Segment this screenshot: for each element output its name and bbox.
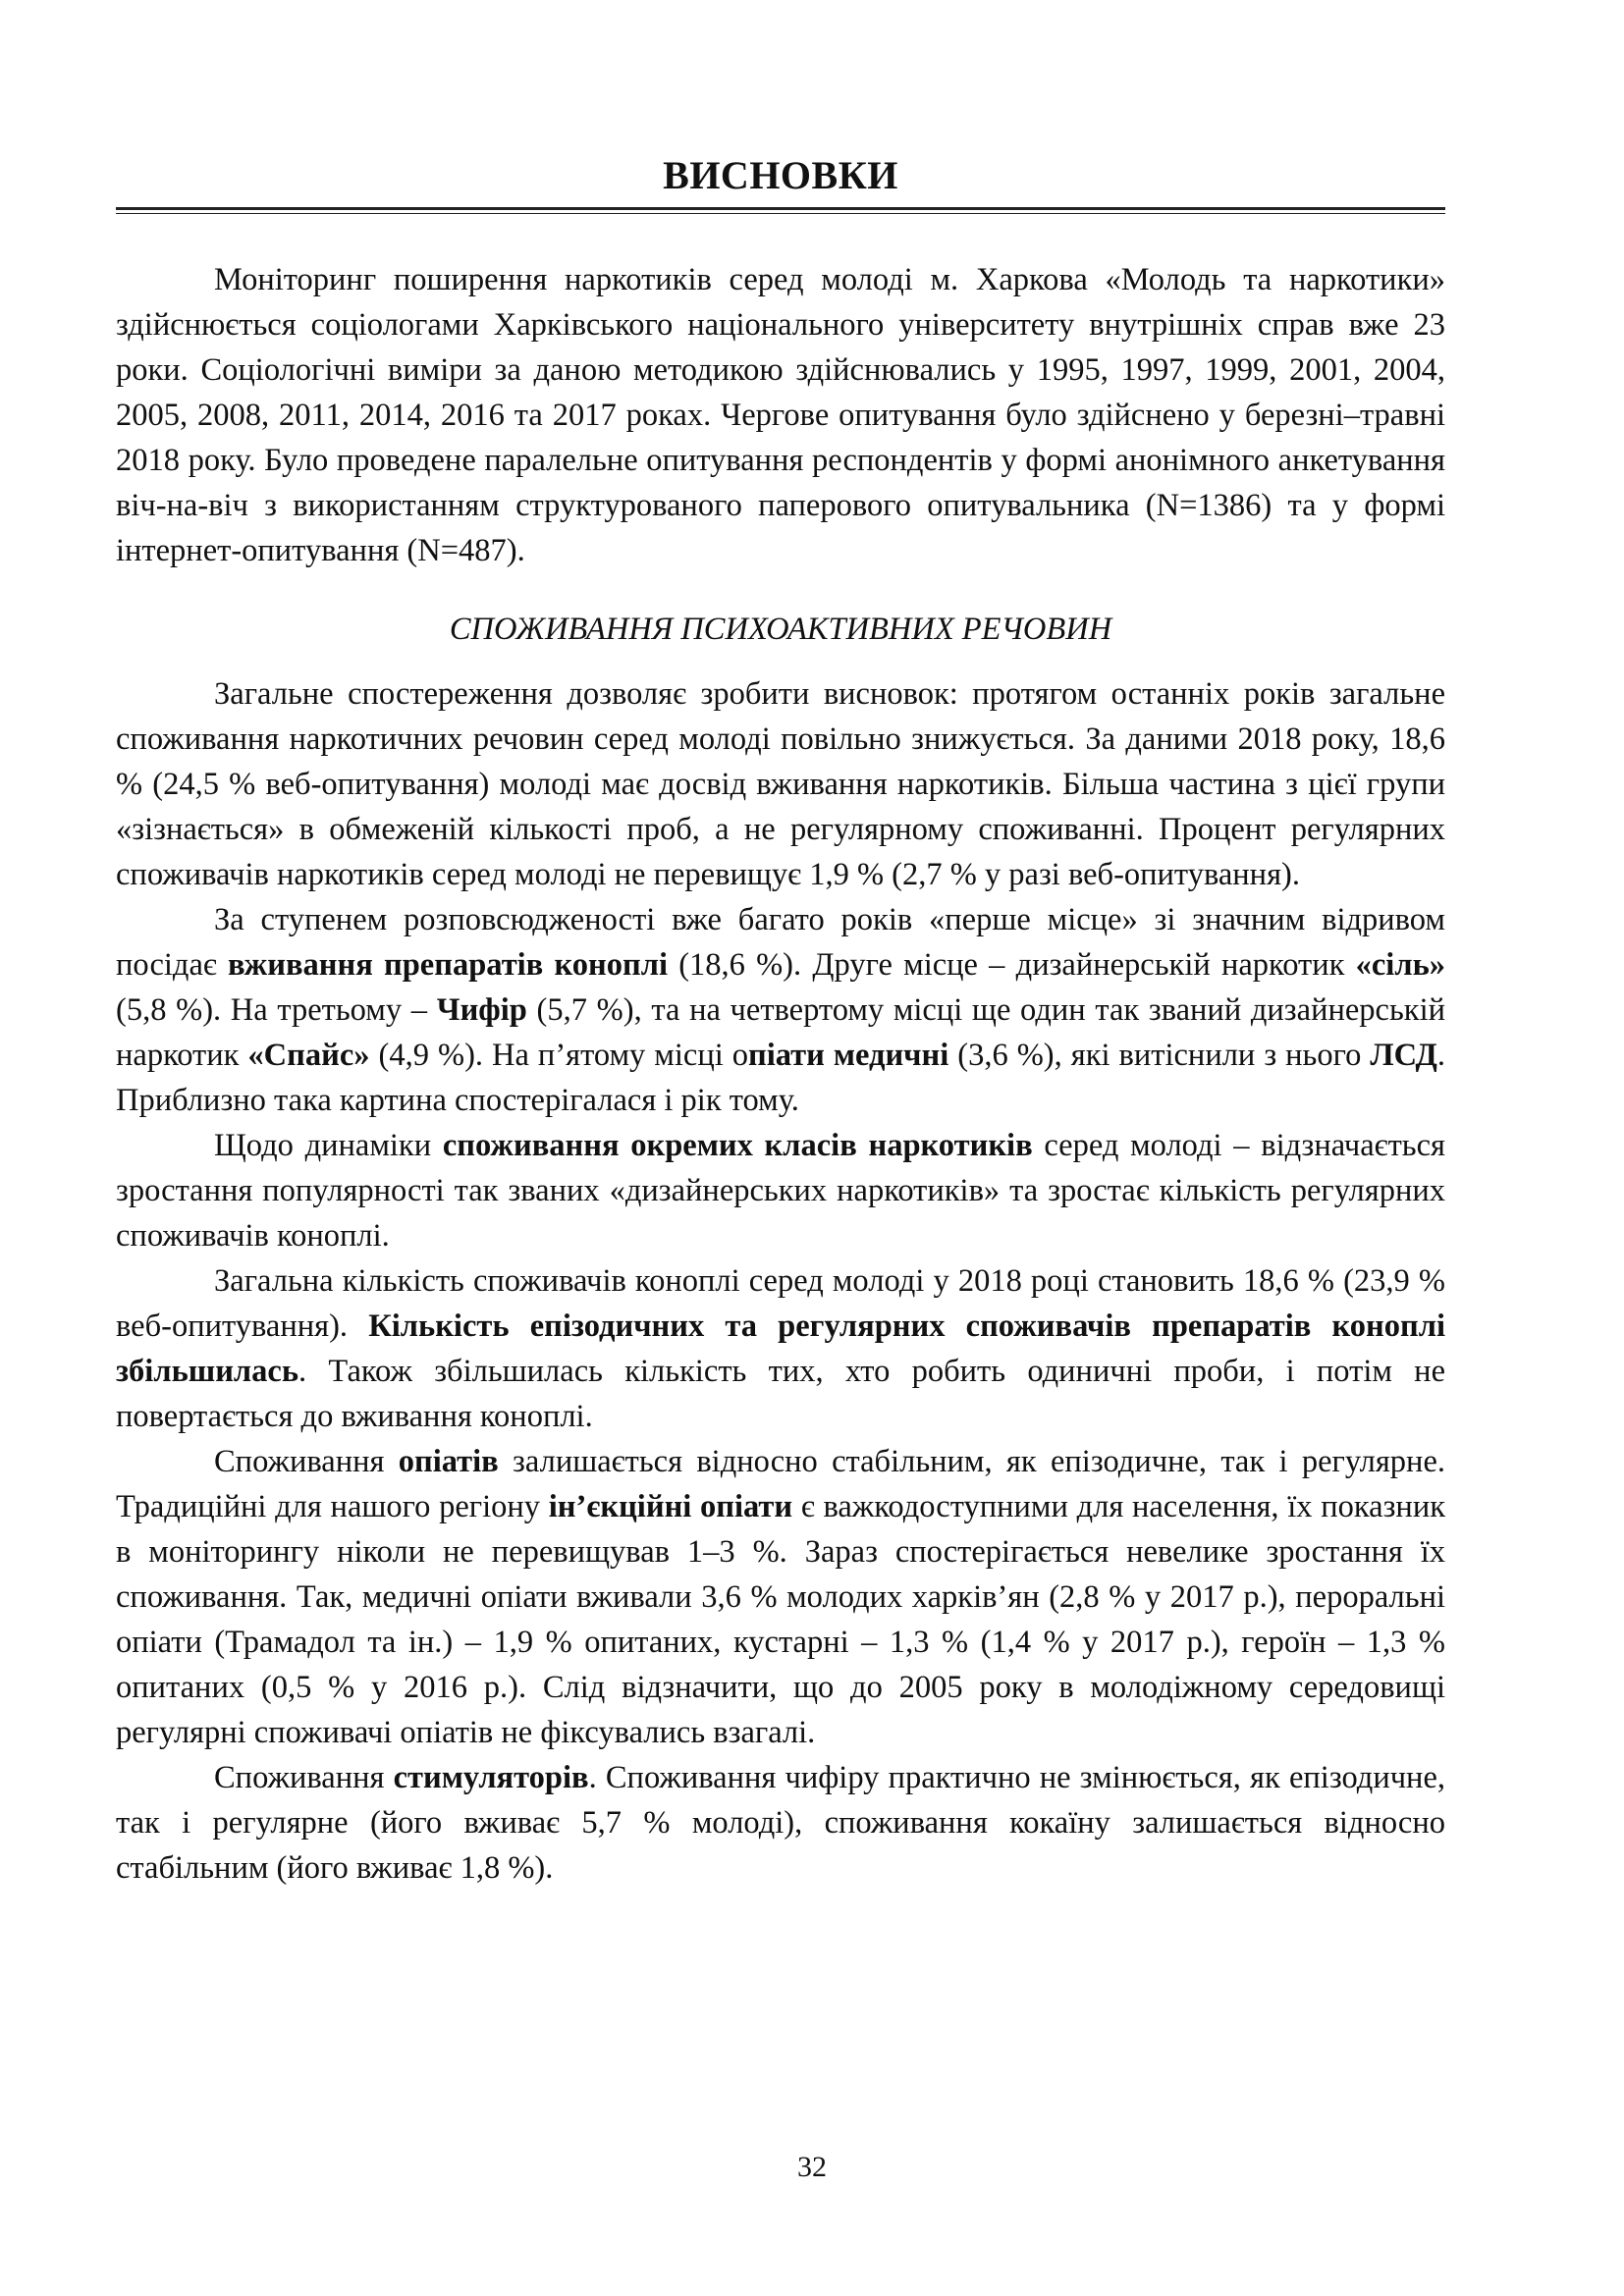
- bold-cannabis: вживання препаратів коноплі: [228, 947, 668, 983]
- page-title: ВИСНОВКИ: [663, 153, 898, 197]
- text-span: (4,9 %). На п’ятому місці о: [369, 1038, 749, 1073]
- text-span: (5,8 %). На третьому –: [116, 992, 437, 1028]
- text-span: є важкодоступними для населення, їх показник в моніторингу ніколи не перевищував 1–3 %. Зараз спостерігається невелике зростання їх споживання. Так, медичні опіати вживали 3,6 % молодих харків’ян (2,8 % у 2017 р.), пероральні опіати (Трамадол та ін.) – 1,9 % опитаних, кустарні – 1,3 % (1,4 % у 2017 р.), героїн – 1,3 % опитаних (0,5 % у 2016 р.). Слід відзначити, що до 2005 року в молодіжному середовищі регулярні споживачі опіатів не фіксувались взагалі.: [116, 1489, 1446, 1750]
- text-span: Щодо динаміки: [214, 1128, 443, 1163]
- bold-salt: «сіль»: [1355, 947, 1445, 983]
- bold-injection-opiates: ін’єкційні опіати: [548, 1489, 793, 1524]
- paragraph-general-consumption: Загальне спостереження дозволяє зробити висновок: протягом останніх років загальне споживання наркотичних речовин серед молоді повільно знижується. За даними 2018 року, 18,6 % (24,5 % веб-опитування) молоді має досвід вживання наркотиків. Більша частина з цієї групи «зізнається» в обмеженій кількості проб, а не регулярному споживанні. Процент регулярних споживачів наркотиків серед молоді не перевищує 1,9 % (2,7 % у разі веб-опитування).: [116, 676, 1445, 892]
- page-number: 32: [797, 2151, 827, 2183]
- text-span: . Також збільшилась кількість тих, хто робить одиничні проби, і потім не повертається до вживання коноплі.: [116, 1354, 1445, 1434]
- paragraph-dynamics: [116, 1123, 1445, 1258]
- text-span: За ступенем розповсюдженості вже багато років «перше місце» зі значним відривом посідає: [116, 902, 1445, 983]
- text-span: . Споживання чифіру практично не змінюється, як епізодичне, так і регулярне (його вживає 5,7 % молоді), споживання кокаїну залишається відносно стабільним (його вживає 1,8 %).: [116, 1760, 1446, 1886]
- bold-chifir: Чифір: [436, 992, 527, 1028]
- title-rule-thick: [116, 207, 1445, 210]
- paragraph-opiates: [116, 1439, 1445, 1755]
- text-span: (18,6 %). Друге місце – дизайнерській наркотик: [667, 947, 1356, 983]
- bold-cannabis-increase: Кількість епізодичних та регулярних споживачів препаратів коноплі збільшилась: [116, 1308, 1445, 1389]
- text-span: серед молоді – відзначається зростання популярності так званих «дизайнерських наркотиків» та зростає кількість регулярних споживачів коноплі.: [116, 1128, 1446, 1254]
- text-span: Споживання: [214, 1760, 394, 1795]
- document-body: [116, 257, 1445, 1891]
- bold-medical-opiates: піати медичні: [748, 1038, 949, 1073]
- intro-paragraph: Моніторинг поширення наркотиків серед молоді м. Харкова «Молодь та наркотики» здійснюється соціологами Харківського національного університету внутрішніх справ вже 23 роки. Соціологічні виміри за даною методикою здійснювались у 1995, 1997, 1999, 2001, 2004, 2005, 2008, 2011, 2014, 2016 та 2017 роках. Чергове опитування було здійснено у березні–травні 2018 року. Було проведене паралельне опитування респондентів у формі анонімного анкетування віч-на-віч з використанням структурованого паперового опитувальника (N=1386) та у формі інтернет-опитування (N=487).: [116, 262, 1445, 568]
- bold-lsd: ЛСД: [1370, 1038, 1437, 1073]
- bold-drug-classes: споживання окремих класів наркотиків: [442, 1128, 1033, 1163]
- bold-stimulants: стимуляторів: [393, 1760, 589, 1795]
- bold-opiates: опіатів: [398, 1444, 499, 1479]
- paragraph-prevalence-ranking: [116, 897, 1445, 1123]
- title-rule-thin: [116, 213, 1445, 214]
- section-subheading: СПОЖИВАННЯ ПСИХОАКТИВНИХ РЕЧОВИН: [449, 612, 1112, 647]
- text-span: залишається відносно стабільним, як епізодичне, так і регулярне. Традиційні для нашого регіону: [116, 1444, 1446, 1524]
- text-span: . Приблизно така картина спостерігалася і рік тому.: [116, 1038, 1445, 1118]
- paragraph-cannabis-users: [116, 1258, 1445, 1439]
- bold-spice: «Спайс»: [247, 1038, 370, 1073]
- text-span: (5,7 %), та на четвертому місці ще один так званий дизайнерській наркотик: [116, 992, 1445, 1073]
- text-span: Споживання: [214, 1444, 399, 1479]
- paragraph-stimulants: [116, 1755, 1445, 1891]
- text-span: Загальна кількість споживачів коноплі серед молоді у 2018 році становить 18,6 % (23,9 % веб-опитування).: [116, 1263, 1445, 1344]
- text-span: (3,6 %), які витіснили з нього: [948, 1038, 1371, 1073]
